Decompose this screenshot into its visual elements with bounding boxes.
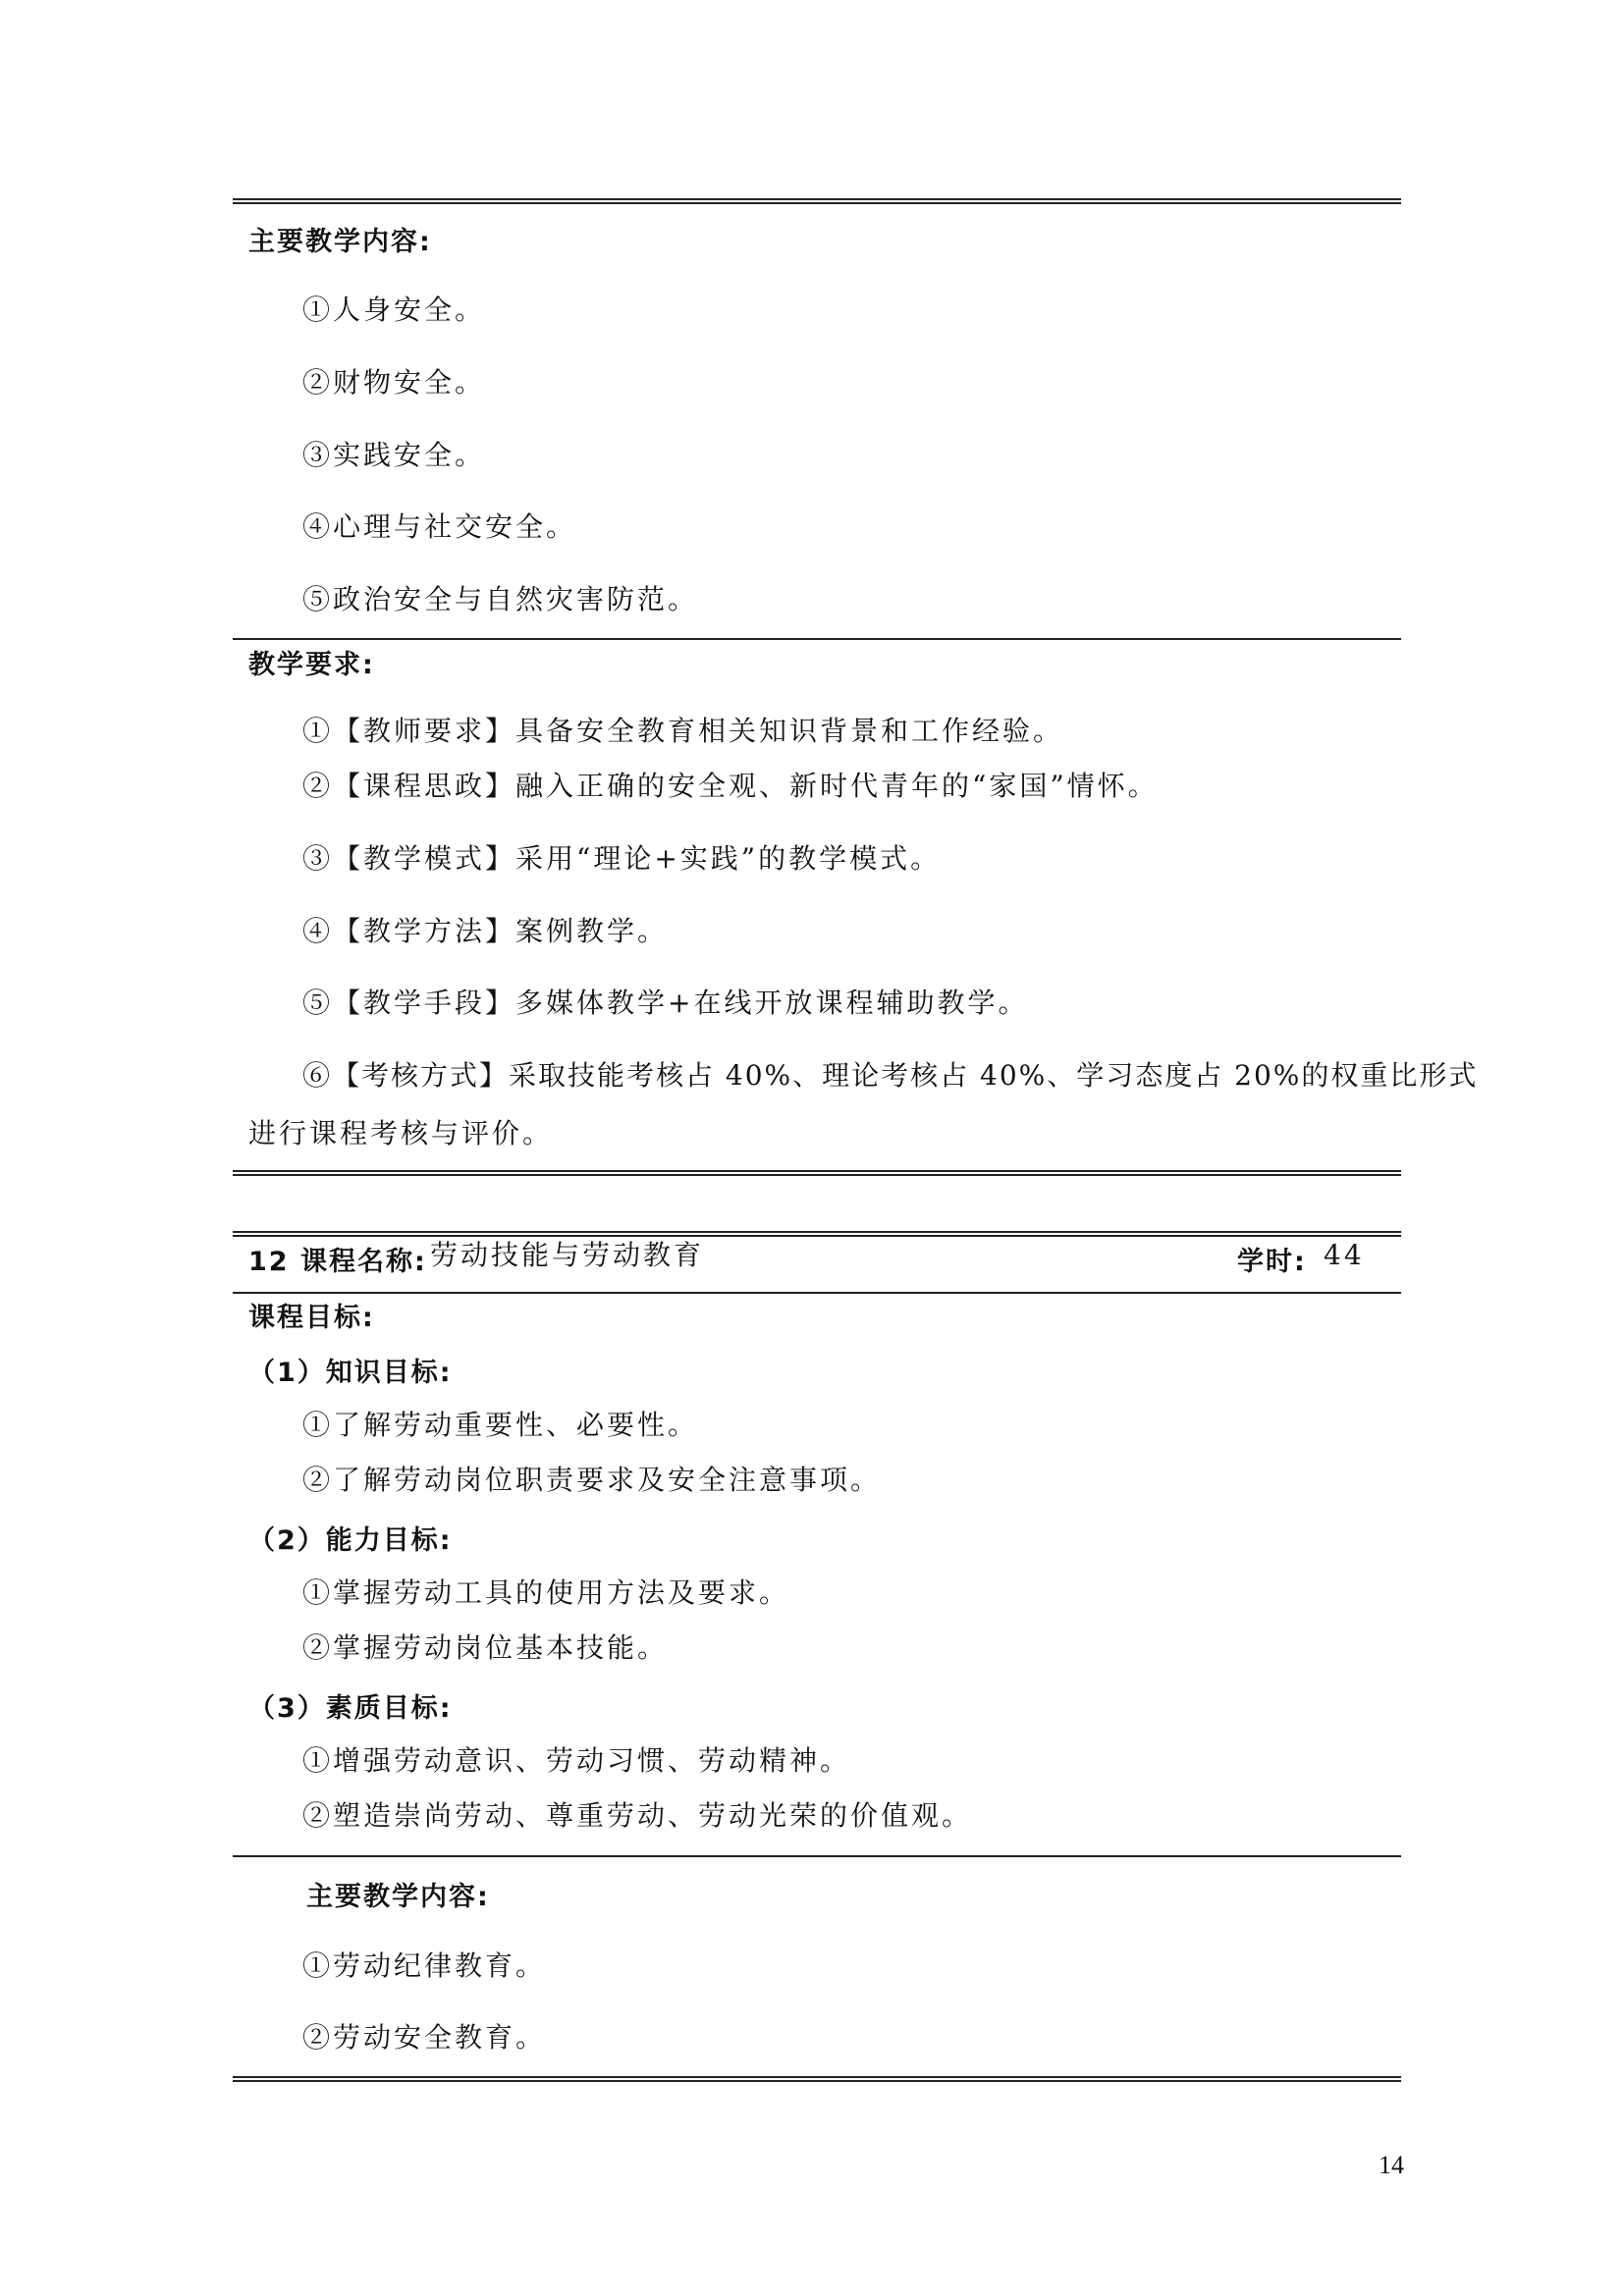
list-item: ④【教学方法】案例教学。 [302,915,669,947]
ability-goal-heading: （2）能力目标: [248,1525,453,1556]
list-item: ①增强劳动意识、劳动习惯、劳动精神。 [302,1744,851,1777]
list-item-continuation: 进行课程考核与评价。 [248,1117,554,1149]
list-item: ②劳动安全教育。 [302,2021,547,2054]
content-heading: 主要教学内容: [248,227,432,257]
section-divider [233,638,1401,640]
list-item: ⑤【教学手段】多媒体教学+在线开放课程辅助教学。 [302,987,1029,1019]
page-number: 14 [1379,2151,1404,2179]
section-end-double-rule [233,1170,1401,1176]
list-item: ④心理与社交安全。 [302,510,577,543]
hours-value: 44 [1324,1239,1365,1271]
list-item: ②财物安全。 [302,366,486,399]
course-name: 劳动技能与劳动教育 [430,1239,705,1271]
quality-goal-heading: （3）素质目标: [248,1693,453,1724]
list-item: ②了解劳动岗位职责要求及安全注意事项。 [302,1464,882,1496]
knowledge-goal-heading: （1）知识目标: [248,1358,453,1388]
goal-heading: 课程目标: [248,1303,375,1333]
list-item: ①掌握劳动工具的使用方法及要求。 [302,1576,790,1609]
requirements-heading: 教学要求: [248,650,375,680]
list-item: ①劳动纪律教育。 [302,1949,547,1982]
list-item: ③实践安全。 [302,439,486,471]
list-item: ②【课程思政】融入正确的安全观、新时代青年的“家国”情怀。 [302,770,1159,802]
course-content-heading: 主要教学内容: [306,1882,490,1912]
hours-label: 学时: [1237,1247,1307,1277]
list-item: ②塑造崇尚劳动、尊重劳动、劳动光荣的价值观。 [302,1799,973,1832]
list-item: ①了解劳动重要性、必要性。 [302,1409,699,1441]
course-name-label: 12 课程名称: [248,1247,427,1277]
list-item: ②掌握劳动岗位基本技能。 [302,1631,669,1664]
list-item: ①【教师要求】具备安全教育相关知识背景和工作经验。 [302,715,1064,747]
top-double-rule [233,198,1401,204]
row-divider [233,1292,1401,1294]
list-item: ⑤政治安全与自然灾害防范。 [302,583,699,615]
course-top-double-rule [233,1231,1401,1237]
section-divider [233,1855,1401,1857]
list-item: ③【教学模式】采用“理论+实践”的教学模式。 [302,842,942,875]
list-item: ⑥【考核方式】采取技能考核占 40%、理论考核占 40%、学习态度占 20%的权重比形式 [302,1059,1479,1092]
list-item: ①人身安全。 [302,294,486,326]
bottom-double-rule [233,2076,1401,2082]
